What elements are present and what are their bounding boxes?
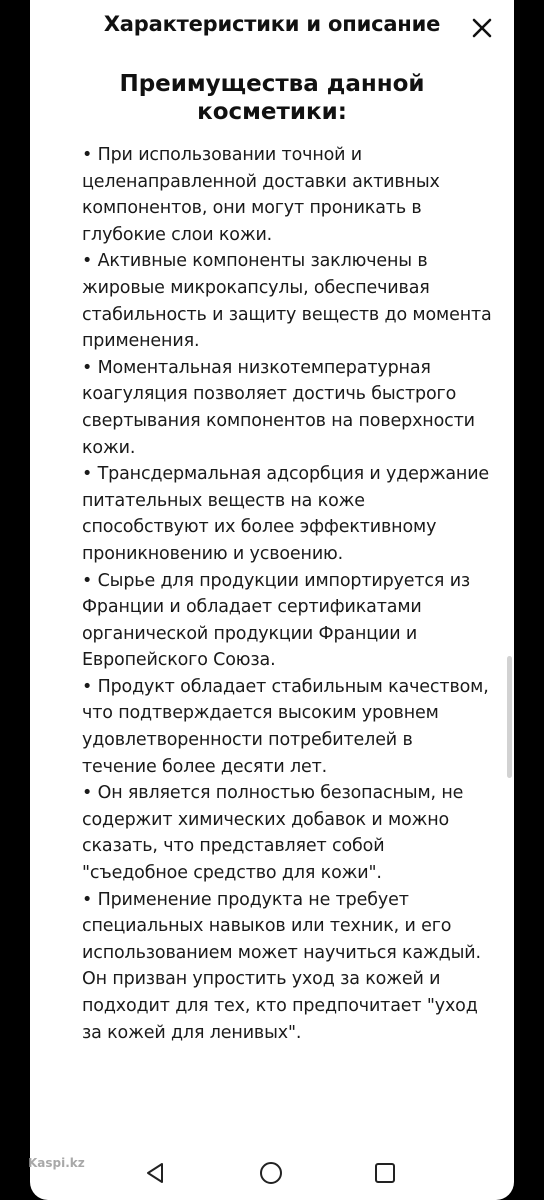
sheet-header — [30, 0, 514, 56]
advantage-item: • Моментальная низкотемпературная коагуляция позволяет достичь быстрого свертывания компонентов на поверхности кожи. — [82, 357, 475, 458]
back-triangle-icon — [140, 1158, 170, 1188]
advantages-list — [82, 142, 492, 1046]
nav-recents-button[interactable] — [370, 1158, 400, 1188]
advantage-item: • Продукт обладает стабильным качеством, что подтверждается высоким уровнем удовлетворенности потребителей в течение более десяти лет. — [82, 676, 489, 777]
advantage-item: • Он является полностью безопасным, не содержит химических добавок и можно сказать, что представляет собой "съедобное средство для кожи". — [82, 783, 464, 884]
advantage-item: • Активные компоненты заключены в жировые микрокапсулы, обеспечивая стабильность и защиту веществ до момента применения. — [82, 251, 492, 352]
home-circle-icon — [256, 1158, 286, 1188]
section-heading: Преимущества данной косметики: — [119, 71, 425, 125]
description-sheet — [30, 0, 514, 1200]
advantage-item: • При использовании точной и целенаправленной доставки активных компонентов, они могут проникать в глубокие слои кожи. — [82, 145, 440, 245]
nav-home-button[interactable] — [256, 1158, 286, 1188]
scrollbar[interactable] — [507, 656, 512, 778]
sheet-content[interactable] — [30, 56, 514, 1200]
advantage-item: • Сырье для продукции импортируется из Франции и обладает сертификатами органической продукции Франции и Европейского Союза. — [82, 570, 471, 671]
recents-square-icon — [370, 1158, 400, 1188]
watermark-logo: Kaspi.kz — [28, 1156, 85, 1170]
close-icon — [468, 14, 496, 42]
nav-back-button[interactable] — [140, 1158, 170, 1188]
advantage-item: • Трансдермальная адсорбция и удержание питательных веществ на коже способствуют их более эффективному проникновению и усвоению. — [82, 464, 490, 564]
close-button[interactable] — [468, 14, 496, 42]
sheet-title: Характеристики и описание — [103, 12, 441, 36]
advantage-item: • Применение продукта не требует специальных навыков или техник, и его использованием может научиться каждый. Он призван упростить уход за кожей и подходит для тех, кто предпочитает "уход за кожей для ленивых". — [82, 889, 481, 1043]
